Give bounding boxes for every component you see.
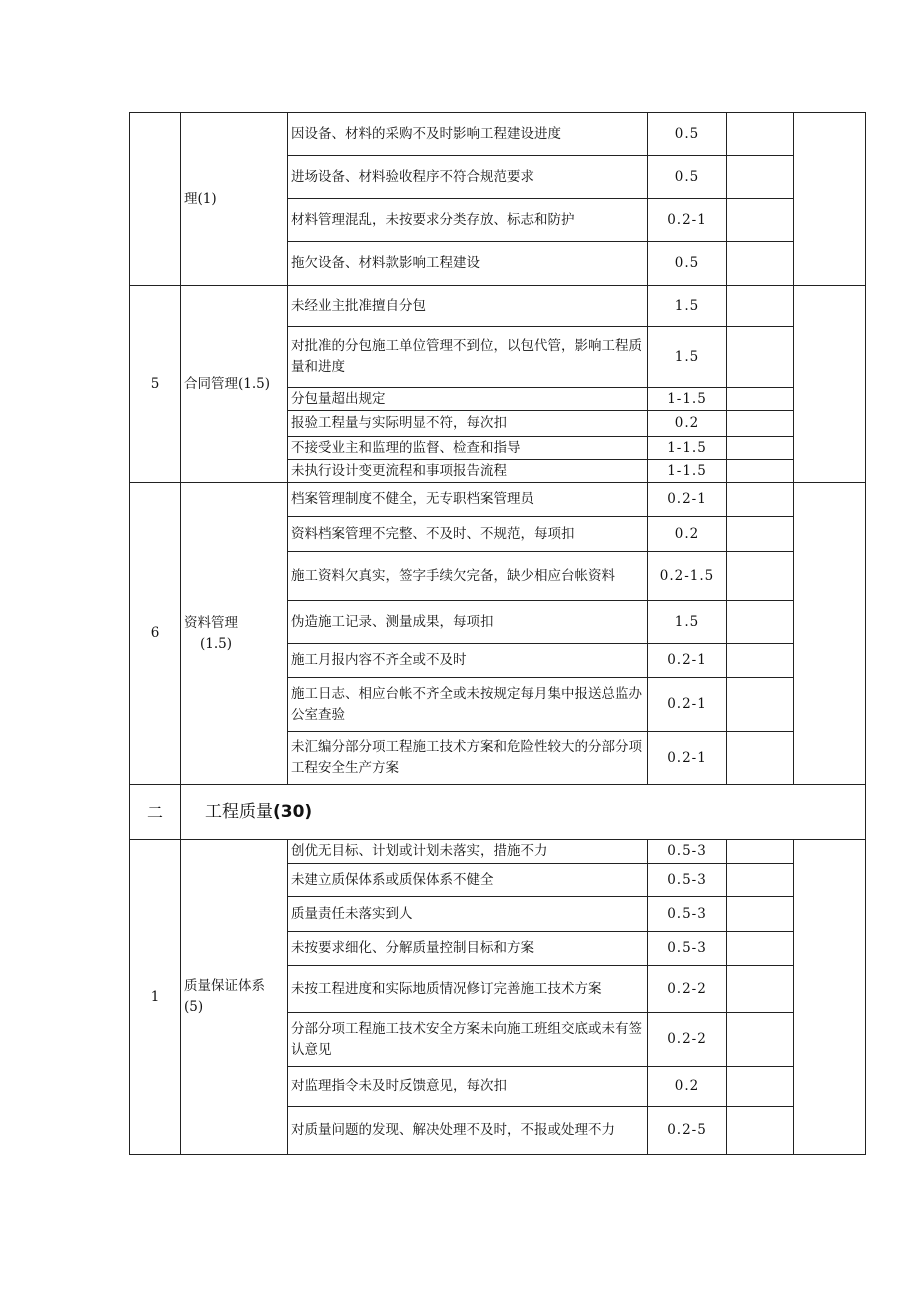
blank-cell [727,644,794,678]
blank-cell [727,840,794,864]
blank-cell [727,156,794,199]
item-cell: 创优无目标、计划或计划未落实，措施不力 [288,840,648,864]
row-number-cell: 1 [130,840,181,1155]
item-cell: 施工资料欠真实，签字手续欠完备，缺少相应台帐资料 [288,552,648,601]
item-cell: 因设备、材料的采购不及时影响工程建设进度 [288,113,648,156]
score-cell: 0.2-1 [648,483,727,517]
blank-cell [727,966,794,1013]
item-cell: 材料管理混乱，未按要求分类存放、标志和防护 [288,199,648,242]
item-cell: 对质量问题的发现、解决处理不及时，不报或处理不力 [288,1107,648,1155]
evaluation-table [129,112,866,1155]
score-cell: 1.5 [648,286,727,327]
blank-cell [794,483,866,785]
item-cell: 未经业主批准擅自分包 [288,286,648,327]
item-cell: 分包量超出规定 [288,388,648,411]
blank-cell [727,483,794,517]
item-cell: 未执行设计变更流程和事项报告流程 [288,460,648,483]
section-points: (30) [273,801,313,822]
blank-cell [727,199,794,242]
table-row [130,286,866,327]
score-cell: 0.5-3 [648,932,727,966]
blank-cell [727,517,794,552]
section-number: 二 [130,785,181,840]
blank-cell [727,678,794,732]
item-cell: 未汇编分部分项工程施工技术方案和危险性较大的分部分项工程安全生产方案 [288,732,648,785]
blank-cell [727,460,794,483]
score-cell: 0.2-1 [648,199,727,242]
category-label: 资料管理 [184,614,238,631]
score-cell: 0.2-1 [648,644,727,678]
score-cell: 1.5 [648,327,727,388]
blank-cell [727,864,794,897]
item-cell: 质量责任未落实到人 [288,897,648,932]
blank-cell [727,732,794,785]
item-cell: 进场设备、材料验收程序不符合规范要求 [288,156,648,199]
category-cell: 合同管理(1.5) [181,286,288,483]
section-title-cell [181,785,866,840]
blank-cell [727,286,794,327]
score-cell: 0.2-2 [648,1013,727,1067]
blank-cell [727,601,794,644]
blank-cell [727,552,794,601]
item-cell: 不接受业主和监理的监督、检查和指导 [288,437,648,460]
score-cell: 0.2-1 [648,732,727,785]
score-cell: 0.2 [648,1067,727,1107]
table-row [130,483,866,517]
item-cell: 未按要求细化、分解质量控制目标和方案 [288,932,648,966]
blank-cell [727,1067,794,1107]
blank-cell [727,411,794,437]
blank-cell [727,113,794,156]
score-cell: 1.5 [648,601,727,644]
item-cell: 对监理指令未及时反馈意见，每次扣 [288,1067,648,1107]
score-cell: 0.2-1.5 [648,552,727,601]
score-cell: 1-1.5 [648,388,727,411]
category-cell: 质量保证体系(5) [181,840,288,1155]
blank-cell [794,113,866,286]
item-cell: 拖欠设备、材料款影响工程建设 [288,242,648,286]
blank-cell [727,242,794,286]
blank-cell [794,286,866,483]
blank-cell [727,897,794,932]
blank-cell [727,437,794,460]
score-cell: 0.5 [648,113,727,156]
item-cell: 档案管理制度不健全，无专职档案管理员 [288,483,648,517]
item-cell: 施工月报内容不齐全或不及时 [288,644,648,678]
blank-cell [727,1107,794,1155]
row-number-cell: 5 [130,286,181,483]
section-title: 工程质量 [205,801,273,822]
item-cell: 未按工程进度和实际地质情况修订完善施工技术方案 [288,966,648,1013]
score-cell: 0.2-1 [648,678,727,732]
score-cell: 0.2-2 [648,966,727,1013]
blank-cell [727,1013,794,1067]
blank-cell [727,327,794,388]
blank-cell [727,388,794,411]
table-row [130,113,866,156]
score-cell: 0.5 [648,242,727,286]
category-points: (1.5) [200,635,233,652]
category-cell [181,483,288,785]
score-cell: 1-1.5 [648,437,727,460]
item-cell: 伪造施工记录、测量成果，每项扣 [288,601,648,644]
item-cell: 报验工程量与实际明显不符，每次扣 [288,411,648,437]
item-cell: 未建立质保体系或质保体系不健全 [288,864,648,897]
item-cell: 资料档案管理不完整、不及时、不规范，每项扣 [288,517,648,552]
row-number-cell [130,113,181,286]
category-cell: 理(1) [181,113,288,286]
score-cell: 1-1.5 [648,460,727,483]
score-cell: 0.5-3 [648,897,727,932]
blank-cell [727,932,794,966]
score-cell: 0.5 [648,156,727,199]
section-header-row [130,785,866,840]
score-cell: 0.2 [648,517,727,552]
table-row [130,840,866,864]
score-cell: 0.2 [648,411,727,437]
score-cell: 0.2-5 [648,1107,727,1155]
item-cell: 对批准的分包施工单位管理不到位，以包代管，影响工程质量和进度 [288,327,648,388]
item-cell: 施工日志、相应台帐不齐全或未按规定每月集中报送总监办公室查验 [288,678,648,732]
score-cell: 0.5-3 [648,840,727,864]
item-cell: 分部分项工程施工技术安全方案未向施工班组交底或未有签认意见 [288,1013,648,1067]
blank-cell [794,840,866,1155]
score-cell: 0.5-3 [648,864,727,897]
row-number-cell: 6 [130,483,181,785]
